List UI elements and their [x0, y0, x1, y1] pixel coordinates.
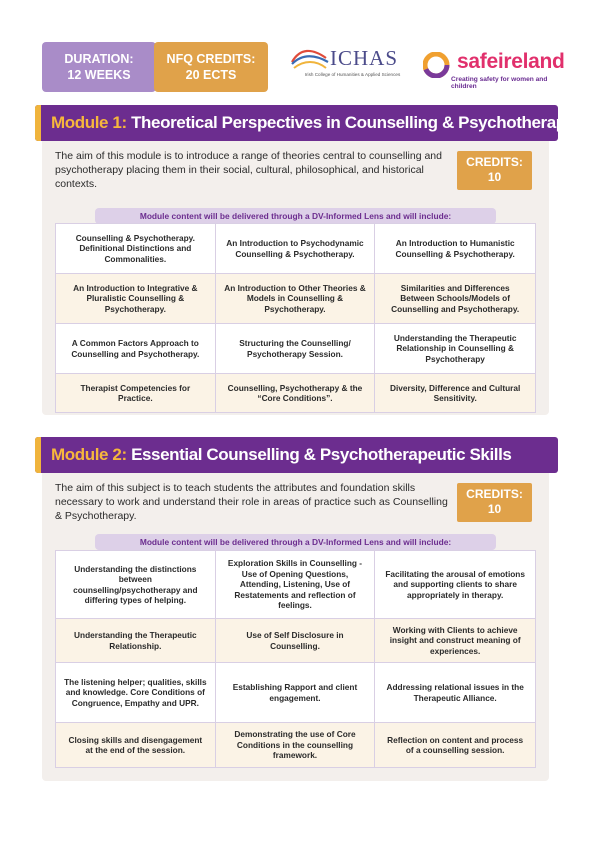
topic-cell: Reflection on content and process of a counselling session. — [375, 723, 535, 767]
topic-cell: Counselling & Psychotherapy. Definitional Distinctions and Commonalities. — [56, 224, 216, 274]
nfq-value: 20 ECTS — [185, 68, 237, 82]
topic-cell: Establishing Rapport and client engagement. — [216, 663, 376, 723]
module-1-number: Module 1: — [51, 113, 127, 132]
module-2-aim: The aim of this subject is to teach students the attributes and foundation skills necessary to work and understand their role in areas of practice such as Counselling & Psychotherapy. — [55, 482, 448, 522]
module-1-content-bar: Module content will be delivered through a DV-Informed Lens and will include: — [95, 208, 496, 224]
credits-value: 10 — [487, 502, 502, 516]
topic-cell: Therapist Competencies for Practice. — [56, 374, 216, 412]
ichas-name: ICHAS — [330, 46, 399, 70]
topic-cell: Diversity, Difference and Cultural Sensitivity. — [375, 374, 535, 412]
topic-cell: Understanding the Therapeutic Relationship in Counselling & Psychotherapy — [375, 324, 535, 374]
topic-cell: The listening helper; qualities, skills and knowledge. Core Conditions of Congruence, Empathy and UPR. — [56, 663, 216, 723]
module-2-title — [51, 445, 511, 465]
duration-badge — [42, 42, 156, 92]
topic-cell: Addressing relational issues in the Therapeutic Alliance. — [375, 663, 535, 723]
module-2-number: Module 2: — [51, 445, 127, 464]
module-2-body — [42, 471, 549, 781]
topic-cell: Counselling, Psychotherapy & the “Core Conditions”. — [216, 374, 376, 412]
safeireland-mark-icon — [423, 52, 453, 78]
topic-cell: Closing skills and disengagement at the end of the session. — [56, 723, 216, 767]
module-1-aim: The aim of this module is to introduce a range of theories central to counselling and psychotherapy placing them in their social, cultural, philosophical, and historical contexts. — [55, 150, 442, 190]
topic-cell: Understanding the Therapeutic Relationship. — [56, 619, 216, 663]
module-1-title-text: Theoretical Perspectives in Counselling & Psychotherapy — [131, 113, 575, 132]
module-2-credits-badge — [457, 483, 532, 522]
nfq-credits-badge — [154, 42, 268, 92]
topic-cell: Structuring the Counselling/ Psychotherapy Session. — [216, 324, 376, 374]
ichas-swirl-icon — [290, 46, 330, 74]
module-1-credits-badge — [457, 151, 532, 190]
module-1-topics-grid — [55, 223, 536, 413]
topic-cell: An Introduction to Psychodynamic Counselling & Psychotherapy. — [216, 224, 376, 274]
safeireland-name: safeireland — [457, 50, 565, 73]
module-1 — [35, 105, 575, 415]
topic-cell: Use of Self Disclosure in Counselling. — [216, 619, 376, 663]
topic-cell: Working with Clients to achieve insight and construct meaning of experiences. — [375, 619, 535, 663]
module-1-body — [42, 139, 549, 415]
module-1-title — [51, 113, 575, 133]
duration-label: DURATION: — [64, 52, 134, 66]
topic-cell: An Introduction to Humanistic Counselling & Psychotherapy. — [375, 224, 535, 274]
safeireland-logo — [423, 50, 573, 90]
topic-cell: Facilitating the arousal of emotions and supporting clients to share appropriately in therapy. — [375, 551, 535, 619]
topic-cell: A Common Factors Approach to Counselling and Psychotherapy. — [56, 324, 216, 374]
topic-cell: Exploration Skills in Counselling - Use of Opening Questions, Attending, Listening, Use of Restatements and reflection of feelings. — [216, 551, 376, 619]
topic-cell: Demonstrating the use of Core Conditions in the counselling framework. — [216, 723, 376, 767]
topic-cell: Understanding the distinctions between counselling/psychotherapy and differing types of helping. — [56, 551, 216, 619]
ichas-logo — [290, 44, 415, 90]
ichas-subtitle: Irish College of Humanities & Applied Sciences — [304, 72, 401, 77]
module-2-header — [35, 437, 558, 473]
nfq-label: NFQ CREDITS: — [166, 52, 256, 66]
module-2-topics-grid — [55, 550, 536, 768]
module-2-content-bar: Module content will be delivered through a DV-Informed Lens and will include: — [95, 534, 496, 550]
topic-cell: An Introduction to Integrative & Pluralistic Counselling & Psychotherapy. — [56, 274, 216, 324]
topic-cell: An Introduction to Other Theories & Models in Counselling & Psychotherapy. — [216, 274, 376, 324]
credits-label: CREDITS: — [466, 487, 523, 501]
module-2-title-text: Essential Counselling & Psychotherapeutic Skills — [131, 445, 512, 464]
duration-value: 12 WEEKS — [67, 68, 131, 82]
topic-cell: Similarities and Differences Between Schools/Models of Counselling and Psychotherapy. — [375, 274, 535, 324]
module-2 — [35, 437, 558, 789]
credits-label: CREDITS: — [466, 155, 523, 169]
credits-value: 10 — [487, 170, 502, 184]
safeireland-tagline: Creating safety for women and children — [451, 76, 548, 90]
module-1-header — [35, 105, 575, 141]
